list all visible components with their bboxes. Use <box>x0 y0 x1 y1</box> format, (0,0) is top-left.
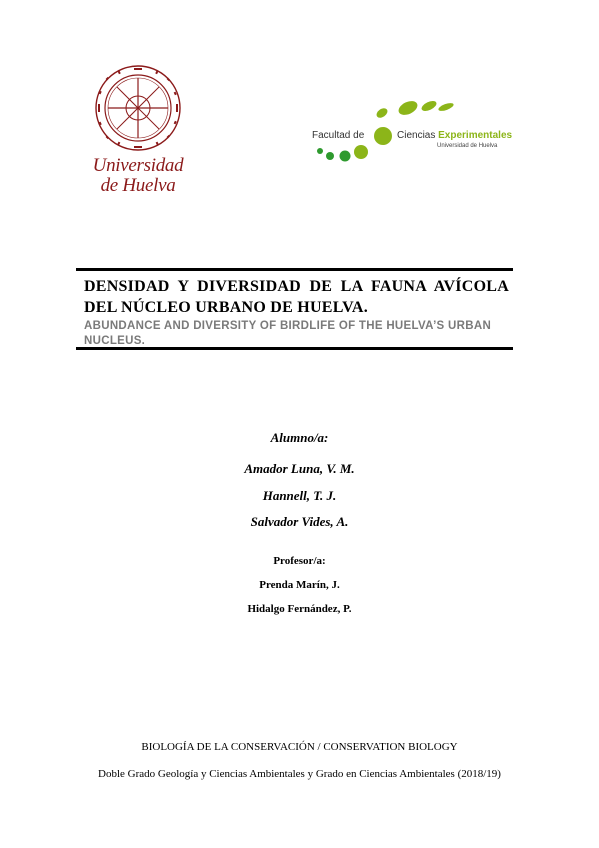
faculty-logo <box>308 100 528 166</box>
university-seal-icon <box>88 64 188 154</box>
title-top-rule <box>76 268 513 271</box>
faculty-name-regular: Ciencias <box>397 130 436 141</box>
professor-name: Hidalgo Fernández, P. <box>247 603 352 615</box>
faculty-name <box>397 131 512 141</box>
student-name: Hannell, T. J. <box>262 488 337 503</box>
title-english: ABUNDANCE AND DIVERSITY OF BIRDLIFE OF THE HUELVA’S URBAN NUCLEUS. <box>84 320 492 347</box>
faculty-name-bold: Experimentales <box>438 130 513 141</box>
university-name-line1: Universidad <box>92 155 184 176</box>
course-name: BIOLOGÍA DE LA CONSERVACIÓN / CONSERVATION BIOLOGY <box>141 741 458 753</box>
faculty-prefix: Facultad de <box>312 130 365 141</box>
title-bottom-rule <box>76 347 513 350</box>
student-name: Salvador Vides, A. <box>250 514 349 529</box>
faculty-subtitle: Universidad de Huelva <box>437 143 498 149</box>
students-label: Alumno/a: <box>270 430 329 445</box>
degree-name: Doble Grado Geología y Ciencias Ambientales y Grado en Ciencias Ambientales (2018/19) <box>98 768 501 780</box>
professors-label: Profesor/a: <box>273 555 326 567</box>
university-name-line2: de Huelva <box>100 175 176 196</box>
title-spanish: DENSIDAD Y DIVERSIDAD DE LA FAUNA AVÍCOLA DEL NÚCLEO URBANO DE HUELVA. <box>84 278 509 316</box>
student-name: Amador Luna, V. M. <box>244 461 355 476</box>
university-logo <box>88 64 188 196</box>
professor-name: Prenda Marín, J. <box>259 579 340 591</box>
